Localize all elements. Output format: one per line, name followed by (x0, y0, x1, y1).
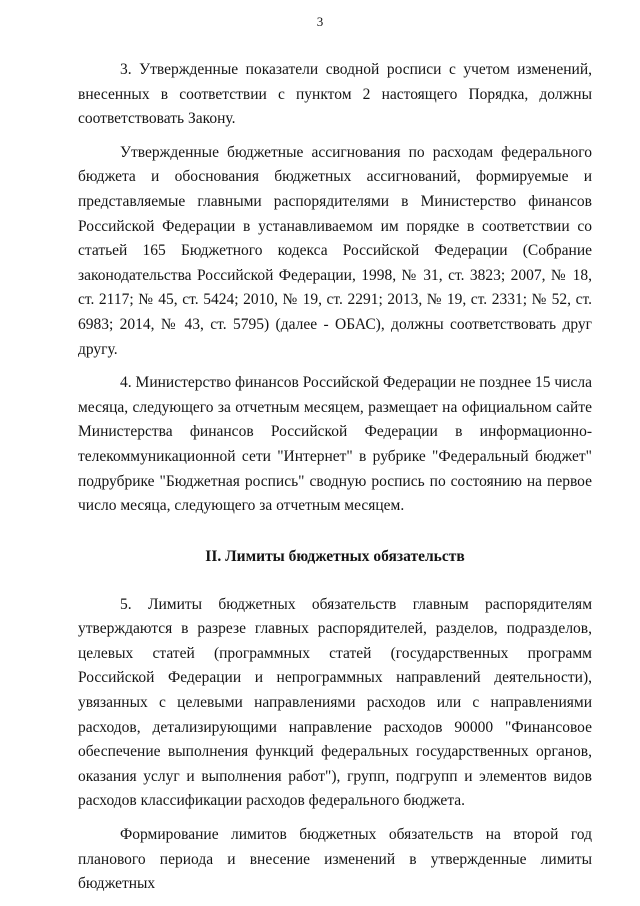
paragraph-5-budget-limits: 5. Лимиты бюджетных обязательств главным распорядителям утверждаются в разрезе главных распорядителей, разделов, подразделов, целевых статей (программных статей (государственных программ Российской Федерации и непрограммных направлений деятельности), увязанных с целевыми направлениями расходов или с направлениями расходов, детализирующими направление расходов 90000 "Финансовое обеспечение выполнения функций федеральных государственных органов, оказания услуг и выполнения работ"), групп, подгрупп и элементов видов расходов классификации расходов федерального бюджета. (78, 595, 592, 810)
document-body (78, 58, 592, 906)
paragraph-3-summary-indicators: 3. Утвержденные показатели сводной росписи с учетом изменений, внесенных в соответствии с пунктом 2 настоящего Порядка, должны соответствовать Закону. (78, 61, 592, 128)
section-heading-budget-limits: II. Лимиты бюджетных обязательств (205, 547, 465, 565)
paragraph-budget-allocations: Утвержденные бюджетные ассигнования по расходам федерального бюджета и обоснования бюджетных ассигнований, формируемые и представляемые главными распорядителями в Министерство финансов Российской Федерации в устанавливаемом им порядке в соответствии со статьей 165 Бюджетного кодекса Российской Федерации (Собрание законодательства Российской Федерации, 1998, № 31, ст. 3823; 2007, № 18, ст. 2117; № 45, ст. 5424; 2010, № 19, ст. 2291; 2013, № 19, ст. 2331; № 52, ст. 6983; 2014, № 43, ст. 5795) (далее - ОБАС), должны соответствовать друг другу. (78, 143, 592, 358)
page-number: 3 (316, 14, 324, 29)
paragraph-limits-formation: Формирование лимитов бюджетных обязательств на второй год планового периода и внесение изменений в утвержденные лимиты бюджетных (78, 826, 592, 893)
paragraph-4-publication: 4. Министерство финансов Российской Федерации не позднее 15 числа месяца, следующего за отчетным месяцем, размещает на официальном сайте Министерства финансов Российской Федерации в информационно-телекоммуникационной сети "Интернет" в рубрике "Федеральный бюджет" подрубрике "Бюджетная роспись" сводную роспись по состоянию на первое число месяца, следующего за отчетным месяцем. (78, 374, 592, 515)
